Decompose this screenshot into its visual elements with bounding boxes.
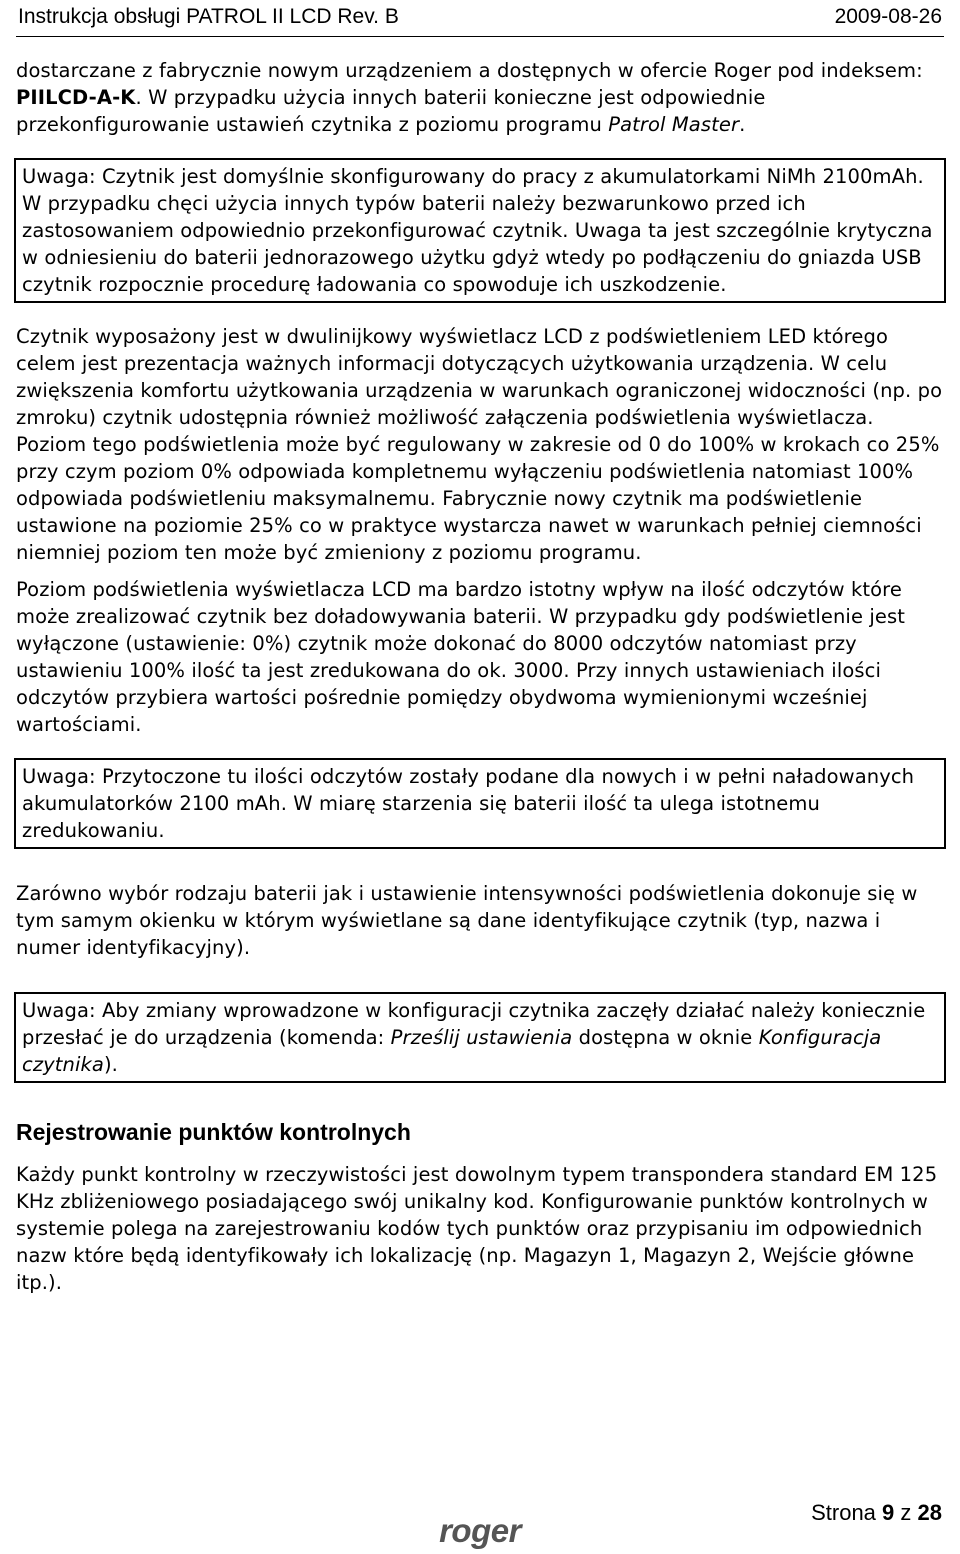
page-number xyxy=(811,1498,942,1528)
text-segment: Uwaga: Aby zmiany wprowadzone w konfiguracji czytnika zaczęły działać należy koniecznie przesłać je do urządzenia (komenda: xyxy=(22,999,926,1049)
note-box-send-settings xyxy=(14,992,946,1083)
paragraph-settings-window: Zarówno wybór rodzaju baterii jak i ustawienie intensywności podświetlenia dokonuje się w tym samym okienku w którym wyświetlane są dane identyfikujące czytnik (typ, nazwa i numer identyfikacyjny). xyxy=(16,882,918,959)
program-name: Patrol Master xyxy=(608,113,740,136)
section-heading: Rejestrowanie punktów kontrolnych xyxy=(16,1119,411,1145)
page-label: Strona xyxy=(811,1500,883,1525)
text-segment: . W przypadku użycia innych baterii konieczne jest odpowiednie przekonfigurowanie ustawień czytnika z poziomu programu xyxy=(16,86,766,136)
total-pages: 28 xyxy=(917,1500,942,1525)
document-date: 2009-08-26 xyxy=(834,5,942,28)
page-content xyxy=(16,57,946,1296)
text-segment: dostępna w oknie xyxy=(572,1026,759,1049)
window-name: Konfiguracja czytnika xyxy=(22,1026,882,1076)
document-title: Instrukcja obsługi PATROL II LCD Rev. B xyxy=(18,5,399,28)
header-divider xyxy=(16,36,944,37)
paragraph-checkpoints: Każdy punkt kontrolny w rzeczywistości jest dowolnym typem transpondera standard EM 125 KHz zbliżeniowego posiadającego swój unikalny kod. Konfigurowanie punktów kontrolnych w systemie polega na zarejestrowaniu kodów tych punktów oraz przypisaniu im odpowiednich nazw które będą identyfikowały ich lokalizację (np. Magazyn 1, Magazyn 2, Wejście główne itp.). xyxy=(16,1163,938,1294)
note-box-read-count xyxy=(14,758,946,849)
text-segment: . xyxy=(739,113,746,136)
product-code: PIILCD-A-K xyxy=(16,86,136,109)
note-read-count-text: Uwaga: Przytoczone tu ilości odczytów zostały podane dla nowych i w pełni naładowanych akumulatorków 2100 mAh. W miarę starzenia się baterii ilość ta ulega istotnemu zredukowaniu. xyxy=(22,765,915,842)
paragraph-lcd-backlight: Czytnik wyposażony jest w dwulinijkowy wyświetlacz LCD z podświetleniem LED którego celem jest prezentacja ważnych informacji dotyczących użytkowania urządzenia. W celu zwiększenia komfortu użytkowania urządzenia w warunkach ograniczonej widoczności (np. po zmroku) czytnik udostępnia również możliwość załączenia podświetlenia wyświetlacza. Poziom tego podświetlenia może być regulowany w zakresie od 0 do 100% w krokach co 25% przy czym poziom 0% odpowiada kompletnemu wyłączeniu podświetlenia natomiast 100% odpowiada podświetleniu maksymalnemu. Fabrycznie nowy czytnik ma podświetlenie ustawione na poziomie 25% co w praktyce wystarcza nawet w warunkach pełniej ciemności niemniej poziom ten może być zmieniony z poziomu programu. xyxy=(16,325,943,564)
paragraph-read-count: Poziom podświetlenia wyświetlacza LCD ma bardzo istotny wpływ na ilość odczytów które może zrealizować czytnik bez doładowywania baterii. W przypadku gdy podświetlenie jest wyłączone (ustawienie: 0%) czytnik może dokonać do 8000 odczytów natomiast przy ustawieniu 100% ilość ta jest zredukowana do ok. 3000. Przy innych ustawieniach ilości odczytów przybiera wartości pośrednie pomiędzy obydwoma wymienionymi wcześniej wartościami. xyxy=(16,578,905,736)
current-page: 9 xyxy=(882,1500,895,1525)
text-segment: dostarczane z fabrycznie nowym urządzeniem a dostępnych w ofercie Roger pod indeksem: xyxy=(16,59,923,82)
page-header xyxy=(0,0,960,34)
note-battery-text: Uwaga: Czytnik jest domyślnie skonfigurowany do pracy z akumulatorkami NiMh 2100mAh. W przypadku chęci użycia innych typów baterii należy bezwarunkowo przed ich zastosowaniem odpowiednio przekonfigurować czytnik. Uwaga ta jest szczególnie krytyczna w odniesieniu do baterii jednorazowego użytku gdyż wtedy po podłączeniu do gniazda USB czytnik rozpocznie procedurę ładowania co spowoduje ich uszkodzenie. xyxy=(22,165,933,296)
page-separator: z xyxy=(894,1500,918,1525)
note-send-settings-text xyxy=(22,997,938,1078)
paragraph-battery-intro xyxy=(16,57,946,138)
text-segment: ). xyxy=(103,1053,118,1076)
command-name: Prześlij ustawienia xyxy=(390,1026,573,1049)
roger-logo: roger xyxy=(439,1512,521,1549)
note-box-battery xyxy=(14,158,946,303)
